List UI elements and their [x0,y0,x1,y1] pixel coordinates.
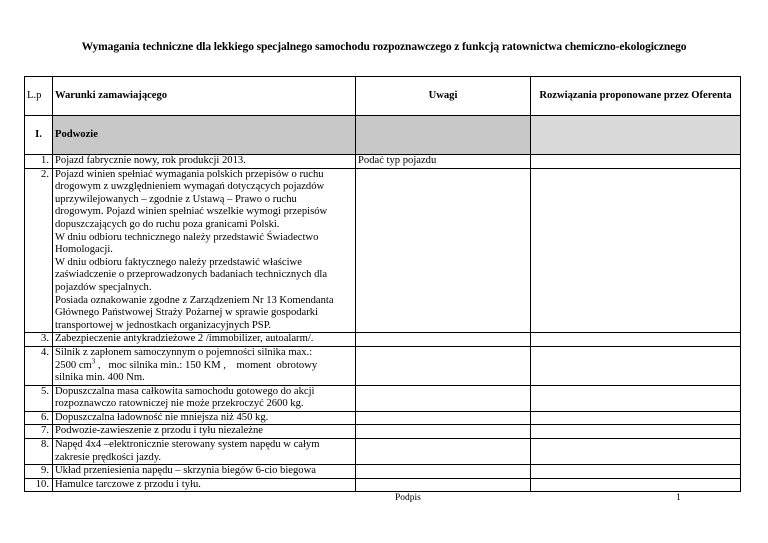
table-row [25,465,741,479]
table-row [25,411,741,425]
header-rozwiazania: Rozwiązania proponowane przez Oferenta [531,77,741,116]
row-requirement [53,385,356,411]
engine-power-torque: , moc silnika min.: 150 KM , moment obrotowy [95,359,318,371]
row-uwagi [356,439,531,465]
row-uwagi [356,425,531,439]
signature-label: Podpis [395,493,421,503]
requirement-line: W dniu odbioru faktycznego należy przedstawić właściwe [55,256,302,268]
row-offer [531,168,741,333]
row-requirement: Pojazd fabrycznie nowy, rok produkcji 2013. [53,155,356,169]
table-row [25,385,741,411]
section-offer-cell [531,116,741,155]
row-requirement: Hamulce tarczowe z przodu i tyłu. [53,478,356,492]
cubic-superscript: 3 [91,356,96,365]
table-row [25,478,741,492]
row-requirement: Zabezpieczenie antykradzieżowe 2 /immobilizer, autoalarm/. [53,333,356,347]
row-offer [531,425,741,439]
requirement-line: Dopuszczalna masa całkowita samochodu gotowego do akcji [55,385,315,397]
row-uwagi [356,411,531,425]
requirement-line: Głównego Państwowej Straży Pożarnej w sprawie gospodarki [55,307,319,319]
row-number: 4. [25,346,53,385]
section-label: Podwozie [53,116,356,155]
row-requirement: Podwozie-zawieszenie z przodu i tyłu niezależne [53,425,356,439]
requirement-line: Homologacji. [55,244,113,256]
row-offer [531,411,741,425]
document-title: Wymagania techniczne dla lekkiego specjalnego samochodu rozpoznawczego z funkcją ratownictwa chemiczno-ekologicznego [81,41,687,53]
header-lp: L.p [25,77,53,116]
row-offer [531,346,741,385]
row-uwagi [356,465,531,479]
requirement-line: zaświadczenie o przeprowadzonych badaniach technicznych dla [55,269,328,281]
table-row [25,425,741,439]
row-number: 1. [25,155,53,169]
row-requirement [53,168,356,333]
row-uwagi [356,333,531,347]
row-uwagi: Podać typ pojazdu [356,155,531,169]
requirement-line: zakresie prędkości jazdy. [55,451,162,463]
section-uwagi-cell [356,116,531,155]
row-requirement [53,439,356,465]
requirements-table [24,76,741,492]
row-offer [531,155,741,169]
header-uwagi: Uwagi [356,77,531,116]
row-number: 8. [25,439,53,465]
table-row [25,155,741,169]
requirement-line: rozpoznawczo ratowniczej nie może przekroczyć 2600 kg. [55,398,304,410]
requirement-line: pojazdów specjalnych. [55,281,152,293]
row-offer [531,333,741,347]
page-number: 1 [676,493,681,503]
row-requirement [53,346,356,385]
row-requirement: Dopuszczalna ładowność nie mniejsza niż 450 kg. [53,411,356,425]
requirement-line: dopuszczających go do ruchu poza granicami Polski. [55,218,280,230]
requirement-line: Posiada oznakowanie zgodne z Zarządzeniem Nr 13 Komendanta [55,294,334,306]
requirement-line: silnika min. 400 Nm. [55,372,145,384]
row-uwagi [356,478,531,492]
requirement-line: Silnik z zapłonem samoczynnym o pojemności silnika max.: [55,346,313,358]
section-row [25,116,741,155]
table-row [25,333,741,347]
row-number: 6. [25,411,53,425]
requirement-line: Napęd 4x4 –elektronicznie sterowany system napędu w całym [55,439,320,451]
row-number: 7. [25,425,53,439]
row-number: 10. [25,478,53,492]
requirement-line: drogowym z uwzględnieniem wymagań dotyczących pojazdów [55,181,325,193]
row-number: 2. [25,168,53,333]
engine-capacity: 2500 cm [55,359,92,371]
row-offer [531,385,741,411]
requirement-line: uprzywilejowanych – zgodnie z Ustawą – Prawo o ruchu [55,193,297,205]
table-row [25,346,741,385]
row-uwagi [356,385,531,411]
table-row [25,168,741,333]
requirement-line [55,356,353,373]
row-offer [531,439,741,465]
row-number: 3. [25,333,53,347]
row-uwagi [356,346,531,385]
requirement-line: transportowej w jednostkach organizacyjnych PSP. [55,319,272,331]
section-number: I. [25,116,53,155]
row-offer [531,478,741,492]
table-row [25,439,741,465]
header-warunki: Warunki zamawiającego [53,77,356,116]
row-number: 5. [25,385,53,411]
requirement-line: W dniu odbioru technicznego należy przedstawić Świadectwo [55,231,319,243]
requirement-line: drogowym. Pojazd winien spełniać wszelkie wymogi przepisów [55,206,328,218]
row-number: 9. [25,465,53,479]
requirement-line: Pojazd winien spełniać wymagania polskich przepisów o ruchu [55,168,324,180]
table-header-row [25,77,741,116]
row-offer [531,465,741,479]
row-requirement: Układ przeniesienia napędu – skrzynia biegów 6-cio biegowa [53,465,356,479]
row-uwagi [356,168,531,333]
